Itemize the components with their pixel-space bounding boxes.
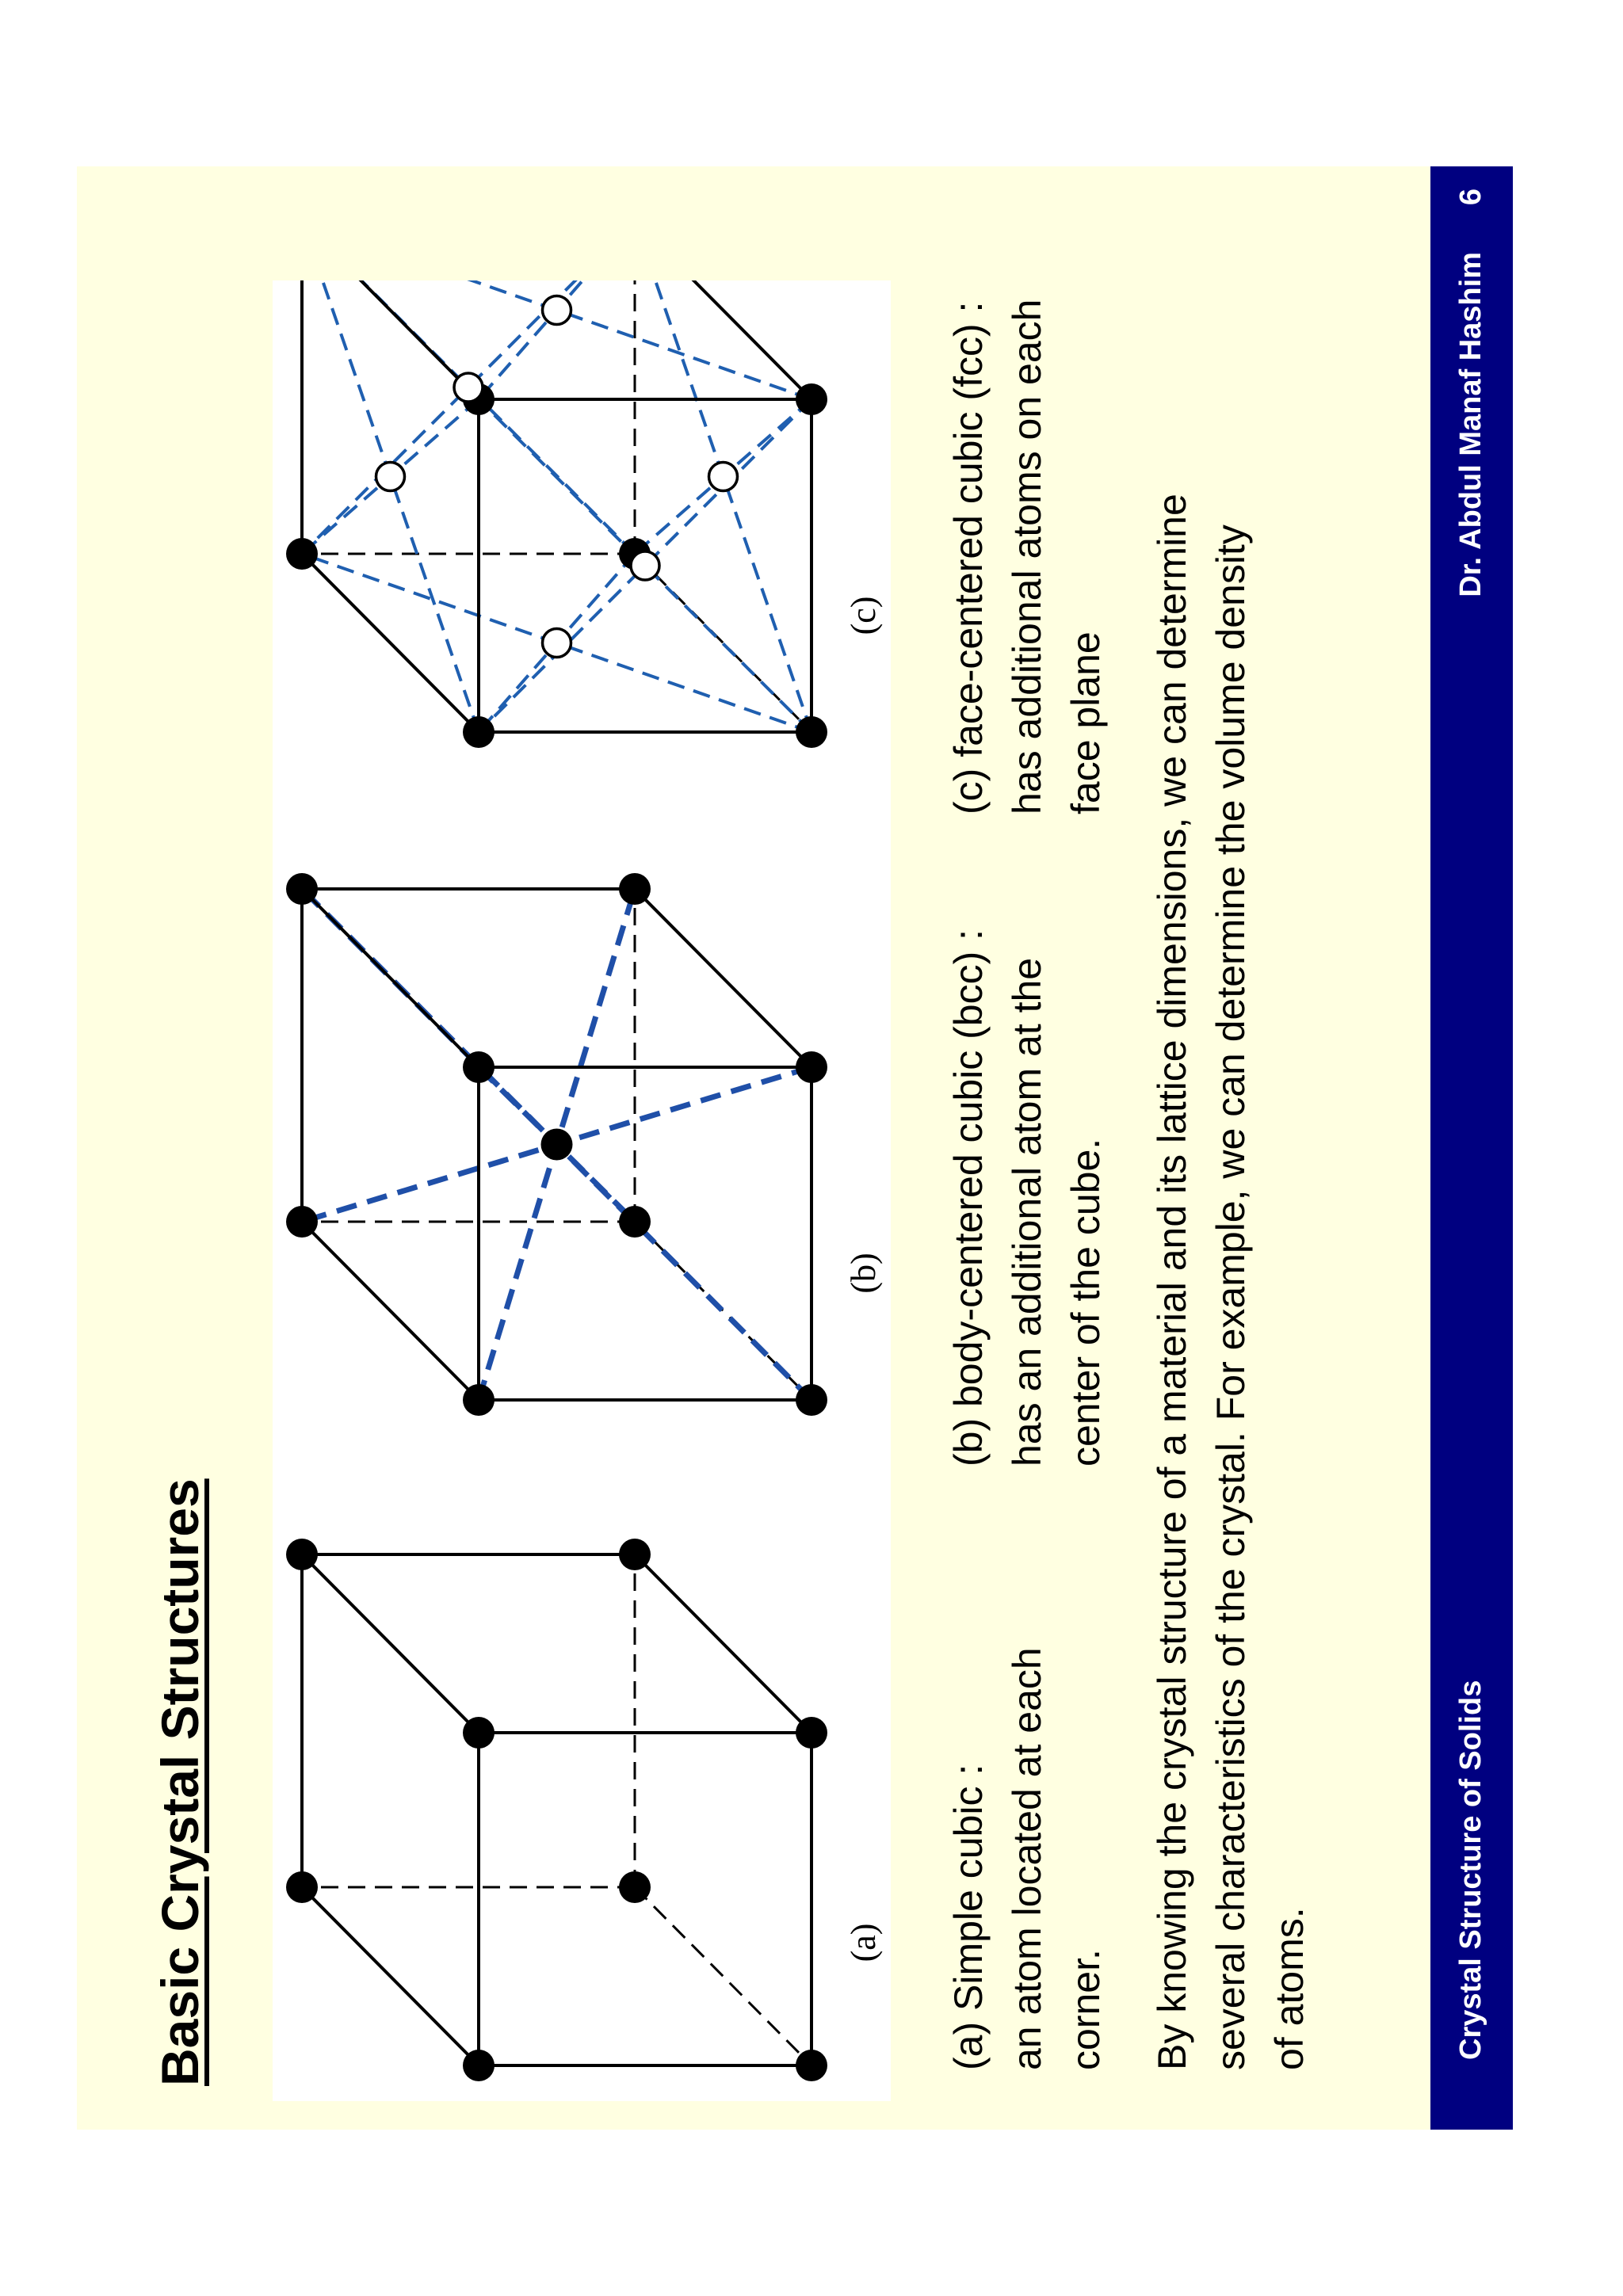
corner-atom xyxy=(286,1539,318,1570)
cube-edge xyxy=(302,889,479,1067)
face-diagonal xyxy=(302,280,635,554)
caption-line: has additional atoms on each xyxy=(1005,299,1049,814)
corner-atom xyxy=(463,1051,495,1083)
cube-edge xyxy=(635,1554,812,1733)
paragraph-line: By knowing the crystal structure of a material and its lattice dimensions, we can determine xyxy=(1150,494,1194,2070)
face-diagonal xyxy=(635,280,812,732)
figure-sublabel: (c) xyxy=(844,596,883,635)
caption-line: corner. xyxy=(1064,1949,1108,2070)
corner-atom xyxy=(796,1051,827,1083)
face-center-atom xyxy=(376,463,405,491)
footer-course-title: Crystal Structure of Solids xyxy=(1454,1680,1487,2060)
corner-atom xyxy=(796,2050,827,2081)
caption-line: center of the cube. xyxy=(1064,1138,1108,1466)
caption-line: (b) body-centered cubic (bcc) : xyxy=(946,929,991,1466)
corner-atom xyxy=(286,873,318,905)
face-center-atom xyxy=(631,551,659,580)
face-diagonal xyxy=(302,280,479,732)
page-number: 6 xyxy=(1454,189,1487,206)
cube-edge xyxy=(635,889,812,1067)
caption-simple-cubic xyxy=(939,1579,1115,2070)
caption-line: an atom located at each xyxy=(1005,1647,1049,2070)
corner-atom xyxy=(619,1539,651,1570)
figure-sublabel: (a) xyxy=(844,1923,883,1962)
cube-edge xyxy=(302,1222,479,1400)
corner-atom xyxy=(286,1206,318,1238)
body-center-atom xyxy=(541,1129,573,1161)
corner-atom xyxy=(619,873,651,905)
corner-atom xyxy=(286,1871,318,1903)
cube-edge xyxy=(302,554,479,732)
face-center-atom xyxy=(543,296,571,325)
crystal-structures-diagram xyxy=(273,280,891,2101)
hidden-edge xyxy=(635,1887,812,2065)
caption-line: has an additional atom at the xyxy=(1005,957,1049,1466)
crystal-structures-figure xyxy=(273,280,891,2101)
body-paragraph xyxy=(1143,248,1319,2070)
slide-title: Basic Crystal Structures xyxy=(151,1478,209,2086)
face-center-atom xyxy=(454,373,483,402)
face-center-atom xyxy=(543,629,571,658)
paragraph-line: of atoms. xyxy=(1267,1907,1312,2070)
caption-line: (a) Simple cubic : xyxy=(946,1764,991,2070)
figure-sublabel: (b) xyxy=(844,1253,883,1294)
cube-edge xyxy=(302,1554,479,1733)
face-diagonal xyxy=(302,280,635,554)
corner-atom xyxy=(619,1206,651,1238)
corner-atom xyxy=(286,538,318,570)
caption-line: (c) face-centered cubic (fcc) : xyxy=(946,301,991,814)
caption-bcc xyxy=(939,896,1115,1466)
footer-author: Dr. Abdul Manaf Hashim xyxy=(1454,252,1487,597)
corner-atom xyxy=(463,716,495,748)
corner-atom xyxy=(796,1384,827,1416)
corner-atom xyxy=(796,383,827,415)
footer-bar xyxy=(1430,166,1513,2130)
corner-atom xyxy=(463,1717,495,1749)
cube-edge xyxy=(302,1887,479,2065)
corner-atom xyxy=(619,1871,651,1903)
corner-atom xyxy=(463,2050,495,2081)
corner-atom xyxy=(463,1384,495,1416)
corner-atom xyxy=(796,1717,827,1749)
slide xyxy=(77,166,1513,2130)
face-center-atom xyxy=(709,463,738,491)
caption-fcc xyxy=(939,165,1115,814)
corner-atom xyxy=(796,716,827,748)
paragraph-line: several characteristics of the crystal. For example, we can determine the volume density xyxy=(1209,524,1253,2070)
caption-line: face plane xyxy=(1064,631,1108,814)
